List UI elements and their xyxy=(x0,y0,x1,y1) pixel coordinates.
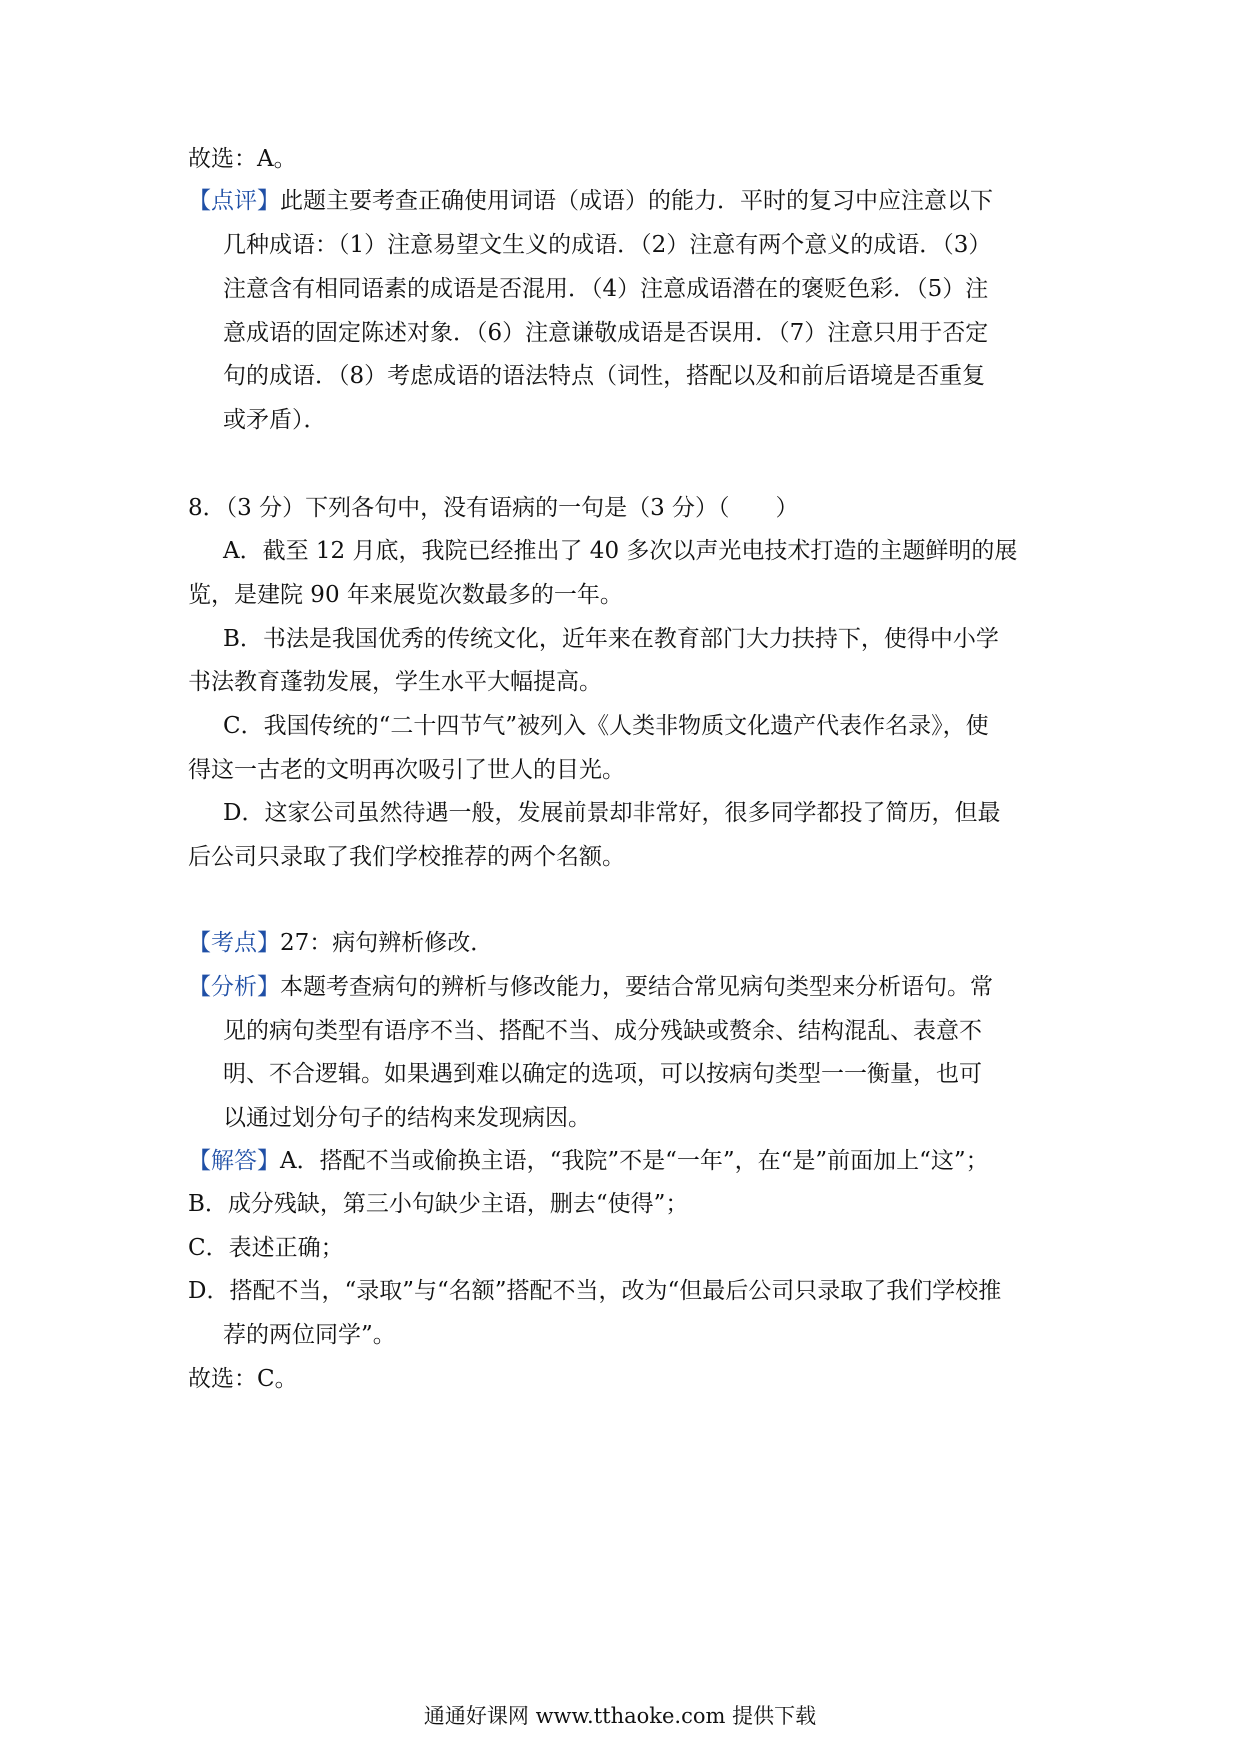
option-c-line-1: C．我国传统的“二十四节气”被列入《人类非物质文化遗产代表作名录》，使 xyxy=(223,713,989,739)
solution-line-b: B．成分残缺，第三小句缺少主语，删去“使得”； xyxy=(188,1191,689,1217)
review-line-5: 句的成语．（8）考虑成语的语法特点（词性，搭配以及和前后语境是否重复 xyxy=(223,363,986,389)
solution-tag: 【解答】 xyxy=(188,1148,280,1174)
solution-line-d1: D．搭配不当，“录取”与“名额”搭配不当，改为“但最后公司只录取了我们学校推 xyxy=(188,1278,1002,1304)
solution-line-d2: 荐的两位同学”。 xyxy=(223,1322,396,1348)
option-a-line-1: A．截至 12 月底，我院已经推出了 40 多次以声光电技术打造的主题鲜明的展 xyxy=(223,538,1018,564)
option-c-line-2: 得这一古老的文明再次吸引了世人的目光。 xyxy=(188,757,625,783)
review-text-1: 此题主要考查正确使用词语（成语）的能力．平时的复习中应注意以下 xyxy=(280,188,993,214)
option-b-line-1: B．书法是我国优秀的传统文化，近年来在教育部门大力扶持下，使得中小学 xyxy=(223,626,999,652)
review-line-2: 几种成语：（1）注意易望文生义的成语．（2）注意有两个意义的成语．（3） xyxy=(223,232,992,258)
knowledge-tag: 【考点】 xyxy=(188,930,280,956)
knowledge-text: 27：病句辨析修改． xyxy=(280,930,494,956)
top-answer: 故选：A。 xyxy=(188,146,297,172)
page-footer: 通通好课网 www.tthaoke.com 提供下载 xyxy=(423,1704,817,1728)
analysis-line-2: 见的病句类型有语序不当、搭配不当、成分残缺或赘余、结构混乱、表意不 xyxy=(223,1018,982,1044)
analysis-text-1: 本题考查病句的辨析与修改能力，要结合常见病句类型来分析语句。常 xyxy=(280,974,993,1000)
option-d-line-1: D．这家公司虽然待遇一般，发展前景却非常好，很多同学都投了简历，但最 xyxy=(223,800,1001,826)
analysis-tag: 【分析】 xyxy=(188,974,280,1000)
question-stem: 8．（3 分）下列各句中，没有语病的一句是（3 分）（ ） xyxy=(188,495,799,521)
final-answer: 故选：C。 xyxy=(188,1366,298,1392)
review-line-6: 或矛盾）． xyxy=(223,407,327,433)
solution-line-c: C．表述正确； xyxy=(188,1235,344,1261)
option-d-line-2: 后公司只录取了我们学校推荐的两个名额。 xyxy=(188,844,625,870)
solution-text-a: A．搭配不当或偷换主语，“我院”不是“一年”，在“是”前面加上“这”； xyxy=(280,1148,989,1174)
solution-line-a xyxy=(188,1146,989,1176)
option-a-line-2: 览，是建院 90 年来展览次数最多的一年。 xyxy=(188,582,623,608)
analysis-line-3: 明、不合逻辑。如果遇到难以确定的选项，可以按病句类型一一衡量，也可 xyxy=(223,1061,982,1087)
analysis-line-1 xyxy=(188,972,993,1002)
knowledge-point xyxy=(188,928,493,958)
review-line-3: 注意含有相同语素的成语是否混用．（4）注意成语潜在的褒贬色彩．（5）注 xyxy=(223,276,989,302)
review-line-4: 意成语的固定陈述对象．（6）注意谦敬成语是否误用．（7）注意只用于否定 xyxy=(223,320,989,346)
review-tag: 【点评】 xyxy=(188,188,280,214)
analysis-line-4: 以通过划分句子的结构来发现病因。 xyxy=(223,1105,591,1131)
review-line-1 xyxy=(188,186,993,216)
option-b-line-2: 书法教育蓬勃发展，学生水平大幅提高。 xyxy=(188,669,602,695)
